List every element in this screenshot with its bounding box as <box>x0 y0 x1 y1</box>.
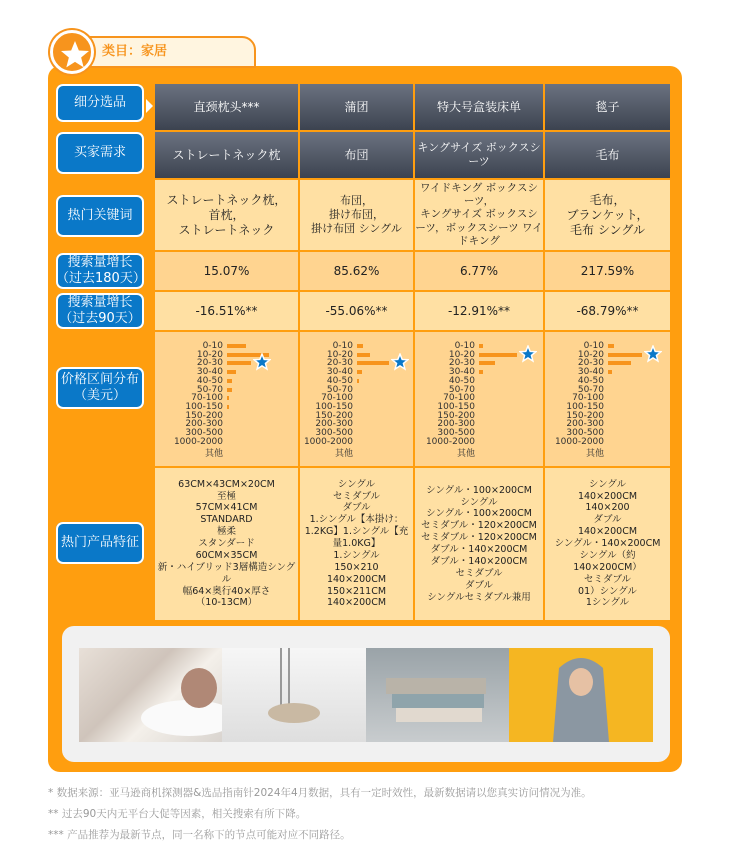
col-price <box>300 332 413 466</box>
price-bar <box>227 405 229 409</box>
price-bar <box>357 370 362 374</box>
price-range-label: 1000-2000 <box>173 436 223 447</box>
star-icon <box>391 353 409 375</box>
price-range-label: 20-30 <box>577 358 604 369</box>
price-range-label: 200-300 <box>566 419 604 430</box>
price-histogram <box>415 332 543 466</box>
col-features: シングル 140×200CM 140×200 ダブル 140×200CM シングル・140×200CM シングル（約140×200CM） セミダブル 01）シングル 1シングル <box>545 468 670 620</box>
row-label-growth-90 <box>56 293 144 329</box>
price-range-label: 150-200 <box>566 410 604 421</box>
price-bar <box>479 370 483 374</box>
price-range-label: 10-20 <box>577 349 604 360</box>
price-range-label: 30-40 <box>577 367 604 378</box>
col-need: ストレートネック枕 <box>155 132 298 178</box>
price-bar <box>608 344 614 348</box>
price-bar <box>608 361 631 365</box>
col-growth-180: 85.62% <box>300 252 413 290</box>
price-bar <box>608 353 642 357</box>
price-bar <box>479 344 483 348</box>
sheets-photo <box>366 648 509 742</box>
row-label-subcategory <box>56 84 144 122</box>
price-range-label: 70-100 <box>572 393 604 404</box>
price-range-label: 100-150 <box>185 401 223 412</box>
price-range-label: 10-20 <box>196 349 223 360</box>
row-label-price <box>56 367 144 409</box>
row-label-text: 搜索量增长 （过去90天） <box>59 295 141 326</box>
price-bar <box>227 361 251 365</box>
star-icon <box>253 353 271 375</box>
price-range-label: 300-500 <box>185 428 223 438</box>
row-label-text: 热门关键词 <box>67 208 133 224</box>
price-range-label: 100-150 <box>315 401 353 412</box>
price-range-label: 200-300 <box>185 419 223 430</box>
price-range-label: 300-500 <box>437 428 475 438</box>
price-range-label: 150-200 <box>315 410 353 421</box>
col-growth-180: 15.07% <box>155 252 298 290</box>
col-keywords: 布団， 掛け布団， 掛け布団 シングル <box>300 180 413 250</box>
price-bar <box>479 353 517 357</box>
col-features: 63CM×43CM×20CM 至極 57CM×41CM STANDARD 極柔 スタンダード 60CM×35CM 新・ハイブリッド3層構造シングル 幅64×奥行40×厚さ （10-13CM） <box>155 468 298 620</box>
price-range-label: 40-50 <box>196 375 223 386</box>
price-bar <box>357 361 389 365</box>
price-histogram <box>300 332 413 466</box>
col-price <box>155 332 298 466</box>
price-range-label: 70-100 <box>321 393 353 404</box>
price-range-label: 40-50 <box>326 375 353 386</box>
price-bar <box>479 361 495 365</box>
price-range-label: 40-50 <box>577 375 604 386</box>
col-name: 毯子 <box>545 84 670 130</box>
price-range-label: 200-300 <box>437 419 475 430</box>
price-range-label: 40-50 <box>448 375 475 386</box>
price-range-label: 其他 <box>585 449 604 460</box>
col-name: 特大号盒装床单 <box>415 84 543 130</box>
row-label-text: 热门产品特征 <box>60 535 139 551</box>
col-keywords: ストレートネック枕， 首枕， ストレートネック <box>155 180 298 250</box>
price-bar <box>357 344 363 348</box>
row-label-growth-180 <box>56 253 144 289</box>
price-bar <box>227 379 232 383</box>
col-keywords: 毛布， ブランケット， 毛布 シングル <box>545 180 670 250</box>
price-range-label: 70-100 <box>443 393 475 404</box>
row-label-text: 搜索量增长 （过去180天） <box>56 255 146 286</box>
price-bar <box>357 353 370 357</box>
price-bar <box>357 379 359 383</box>
price-range-label: 100-150 <box>437 401 475 412</box>
footnote: ** 过去90天内无平台大促等因素，相关搜索有所下降。 <box>48 808 307 820</box>
price-range-label: 20-30 <box>196 358 223 369</box>
star-icon <box>644 345 662 367</box>
col-need: キングサイズ ボックスシーツ <box>415 132 543 178</box>
price-range-label: 30-40 <box>326 367 353 378</box>
col-need: 布団 <box>300 132 413 178</box>
price-range-label: 0-10 <box>454 341 475 351</box>
price-range-label: 其他 <box>456 449 475 460</box>
price-range-label: 其他 <box>334 449 353 460</box>
col-features: シングル・100×200CM シングル シングル・100×200CM セミダブル・120×200CM セミダブル・120×200CM ダブル・140×200CM ダブル・140×200CM セミダブル ダブル シングルセミダブル兼用 <box>415 468 543 620</box>
price-range-label: 200-300 <box>315 419 353 430</box>
price-range-label: 1000-2000 <box>303 436 353 447</box>
row-label-text: 买家需求 <box>73 145 126 161</box>
cushion-photo <box>222 648 366 742</box>
price-range-label: 0-10 <box>583 341 604 351</box>
price-range-label: 20-30 <box>448 358 475 369</box>
price-range-label: 50-70 <box>196 384 223 395</box>
price-range-label: 10-20 <box>448 349 475 360</box>
price-range-label: 20-30 <box>326 358 353 369</box>
col-growth-90: -12.91%** <box>415 292 543 330</box>
price-range-label: 0-10 <box>332 341 353 351</box>
price-range-label: 1000-2000 <box>554 436 604 447</box>
price-range-label: 300-500 <box>315 428 353 438</box>
price-bar <box>608 370 612 374</box>
price-range-label: 1000-2000 <box>425 436 475 447</box>
blanket-photo <box>509 648 653 742</box>
price-bar <box>227 370 236 374</box>
col-growth-90: -16.51%** <box>155 292 298 330</box>
footnote: * 数据来源：亚马逊商机探测器&选品指南针2024年4月数据，具有一定时效性，最新数据请以您真实访问情况为准。 <box>48 787 592 799</box>
price-range-label: 其他 <box>204 449 223 460</box>
row-label-buyer-need <box>56 132 144 174</box>
price-range-label: 50-70 <box>448 384 475 395</box>
price-range-label: 150-200 <box>185 410 223 421</box>
price-range-label: 50-70 <box>326 384 353 395</box>
col-growth-90: -55.06%** <box>300 292 413 330</box>
col-growth-180: 6.77% <box>415 252 543 290</box>
col-name: 蒲团 <box>300 84 413 130</box>
col-price <box>415 332 543 466</box>
col-need: 毛布 <box>545 132 670 178</box>
price-range-label: 150-200 <box>437 410 475 421</box>
category-label: 类目：家居 <box>76 36 256 68</box>
col-features: シングル セミダブル ダブル 1.シングル【本掛け：1.2KG】1.シングル【充量1.0KG】 1.シングル 150×210 140×200CM 150×211CM 140×200CM <box>300 468 413 620</box>
price-range-label: 30-40 <box>196 367 223 378</box>
star-icon <box>519 345 537 367</box>
col-growth-90: -68.79%** <box>545 292 670 330</box>
row-label-text: 细分选品 <box>73 95 126 111</box>
price-range-label: 100-150 <box>566 401 604 412</box>
arrow-right-icon <box>146 99 153 113</box>
col-keywords: ワイドキング ボックスシーツ， キングサイズ ボックスシーツ，ボックスシーツ ワイドキング <box>415 180 543 250</box>
footnote: *** 产品推荐为最新节点，同一名称下的节点可能对应不同路径。 <box>48 829 351 841</box>
star-icon <box>50 30 94 74</box>
price-histogram <box>545 332 670 466</box>
price-range-label: 30-40 <box>448 367 475 378</box>
price-bar <box>227 344 246 348</box>
row-label-features <box>56 522 144 564</box>
price-bar <box>227 388 232 392</box>
row-label-text: 价格区间分布 （美元） <box>60 372 139 403</box>
col-price <box>545 332 670 466</box>
col-growth-180: 217.59% <box>545 252 670 290</box>
price-histogram <box>155 332 298 466</box>
col-name: 直颈枕头*** <box>155 84 298 130</box>
row-label-keywords <box>56 195 144 237</box>
pillow-photo <box>79 648 222 742</box>
price-range-label: 0-10 <box>202 341 223 351</box>
price-range-label: 70-100 <box>191 393 223 404</box>
price-range-label: 10-20 <box>326 349 353 360</box>
price-bar <box>227 396 229 400</box>
price-range-label: 50-70 <box>577 384 604 395</box>
price-range-label: 300-500 <box>566 428 604 438</box>
